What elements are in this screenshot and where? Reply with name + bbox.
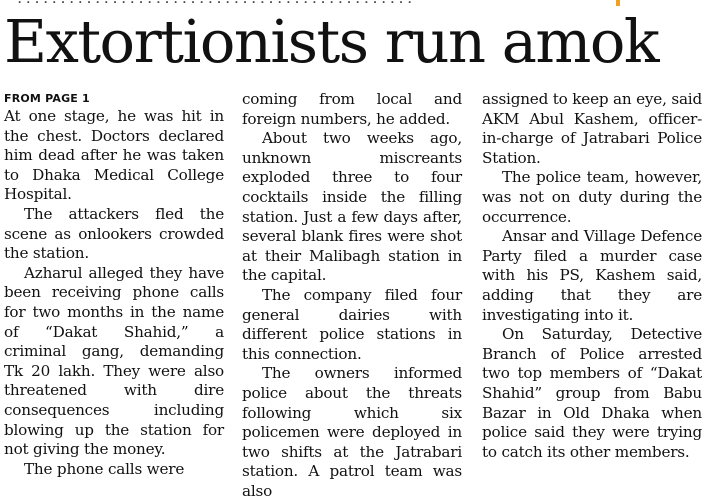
article-column-1 (4, 90, 224, 479)
paragraph: About two weeks ago, unknown miscreants exploded three to four cocktails inside the filling station. Just a few days after, several blank fires were shot at their Malibagh station in the capital. (242, 129, 462, 285)
paragraph: On Saturday, Detective Branch of Police arrested two top members of “Dakat Shahid” group from Babu Bazar in Old Dhaka when police said they were trying to catch its other members. (482, 325, 702, 461)
paragraph: At one stage, he was hit in the chest. Doctors declared him dead after he was taken to Dhaka Medical College Hospital. (4, 107, 224, 204)
paragraph: The owners informed police about the threats following which six policemen were deployed in two shifts at the Jatrabari station. A patrol team was also (242, 364, 462, 500)
paragraph: coming from local and foreign numbers, he added. (242, 90, 462, 128)
paragraph: assigned to keep an eye, said AKM Abul Kashem, officer-in-charge of Jatrabari Police Station. (482, 90, 702, 167)
paragraph: The police team, however, was not on duty during the occurrence. (482, 168, 702, 226)
paragraph: Azharul alleged they have been receiving phone calls for two months in the name of “Dakat Shahid,” a criminal gang, demanding Tk 20 lakh. They were also threatened with dire consequences including blowing up the station for not giving the money. (4, 263, 224, 459)
paragraph: Ansar and Village Defence Party filed a murder case with his PS, Kashem said, adding that they are investigating into it. (482, 227, 702, 324)
paragraph: The phone calls were (24, 459, 185, 478)
paragraph: The attackers fled the scene as onlookers crowded the station. (4, 204, 224, 263)
article-column-2 (242, 90, 462, 501)
paragraph: The company filed four general dairies with different police stations in this connection. (242, 285, 462, 363)
headline: Extortionists run amok (4, 7, 659, 76)
article-column-3 (482, 90, 702, 462)
continued-from-label: FROM PAGE 1 (4, 92, 90, 105)
